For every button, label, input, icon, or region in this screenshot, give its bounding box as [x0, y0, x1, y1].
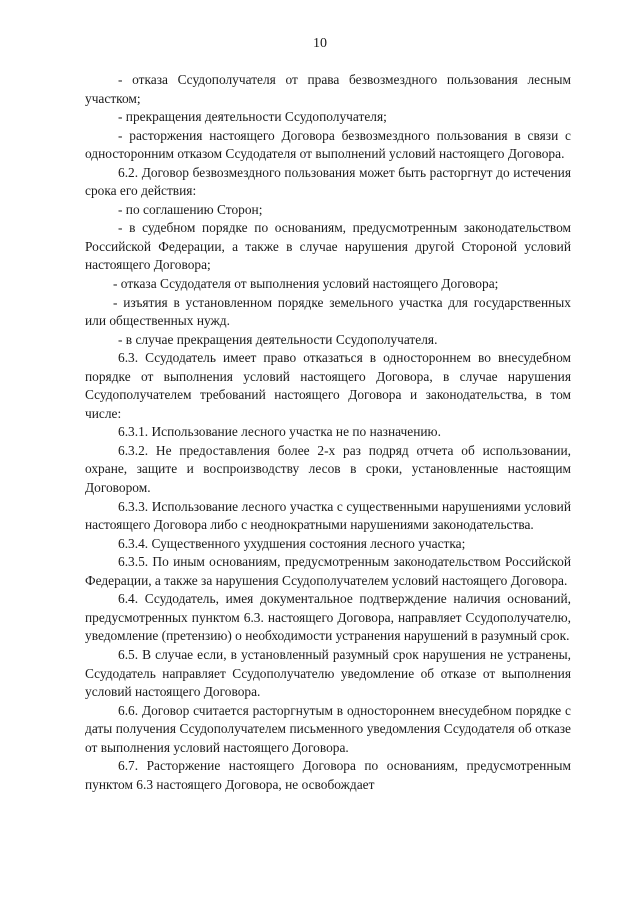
- paragraph-6-6: 6.6. Договор считается расторгнутым в одностороннем внесудебном порядке с даты получения Ссудополучателем письменного уведомления Ссудодателя об отказе от выполнения условий настоящего Договора.: [85, 702, 571, 755]
- paragraph-court-order: - в судебном порядке по основаниям, предусмотренным законодательством Российской Федерации, а также в случае нарушения другой Стороной условий настоящего Договора;: [85, 220, 571, 273]
- paragraph-6-3-3: 6.3.3. Использование лесного участка с существенными нарушениями условий настоящего Договора либо с неоднократными нарушениями законодательства.: [85, 498, 571, 533]
- paragraph-6-3-2: 6.3.2. Не предоставления более 2-х раз подряд отчета об использовании, охране, защите и воспроизводству лесов в сроки, установленные настоящим Договором.: [85, 442, 571, 496]
- paragraph-termination-of-activity: - прекращения деятельности Ссудополучателя;: [118, 109, 387, 125]
- paragraph-6-5: 6.5. В случае если, в установленный разумный срок нарушения не устранены, Ссудодатель направляет Ссудополучателю уведомление об отказе от выполнения условий настоящего Договора.: [85, 646, 571, 700]
- paragraph-6-4: 6.4. Ссудодатель, имея документальное подтверждение наличия оснований, предусмотренных пунктом 6.3. настоящего Договора, направляет Ссудополучателю, уведомление (претензию) о необходимости устранения нарушений в разумный срок.: [85, 591, 571, 644]
- page-number: 10: [313, 36, 327, 51]
- paragraph-6-7: 6.7. Расторжение настоящего Договора по основаниям, предусмотренным пунктом 6.3 настоящего Договора, не освобождает: [85, 758, 571, 792]
- paragraph-unilateral-refusal: - расторжения настоящего Договора безвозмездного пользования в связи с односторонним отказом Ссудодателя от выполнений условий настоящего Договора.: [85, 127, 571, 162]
- paragraph-lender-refusal: - отказа Ссудодателя от выполнения условий настоящего Договора;: [113, 276, 499, 292]
- paragraph-land-seizure: - изъятия в установленном порядке земельного участка для государственных или общественных нужд.: [85, 294, 571, 329]
- paragraph-by-agreement: - по соглашению Сторон;: [118, 201, 263, 217]
- paragraph-6-2: 6.2. Договор безвозмездного пользования может быть расторгнут до истечения срока его действия:: [85, 164, 571, 199]
- paragraph-6-3-1: 6.3.1. Использование лесного участка не по назначению.: [118, 424, 441, 440]
- paragraph-refusal-of-right: - отказа Ссудополучателя от права безвозмездного пользования лесным участком;: [85, 72, 571, 106]
- paragraph-cessation-of-activity: - в случае прекращения деятельности Ссудополучателя.: [118, 331, 438, 347]
- document-body: [85, 71, 571, 794]
- paragraph-6-3: 6.3. Ссудодатель имеет право отказаться в одностороннем во внесудебном порядке от выполнения условий настоящего Договора, в случае нарушения Ссудополучателем требований настоящего Договора и законодательства, в том числе:: [85, 350, 571, 421]
- paragraph-6-3-4: 6.3.4. Существенного ухудшения состояния лесного участка;: [118, 535, 466, 551]
- paragraph-6-3-5: 6.3.5. По иным основаниям, предусмотренным законодательством Российской Федерации, а также за нарушения Ссудополучателем условий настоящего Договора.: [85, 554, 571, 588]
